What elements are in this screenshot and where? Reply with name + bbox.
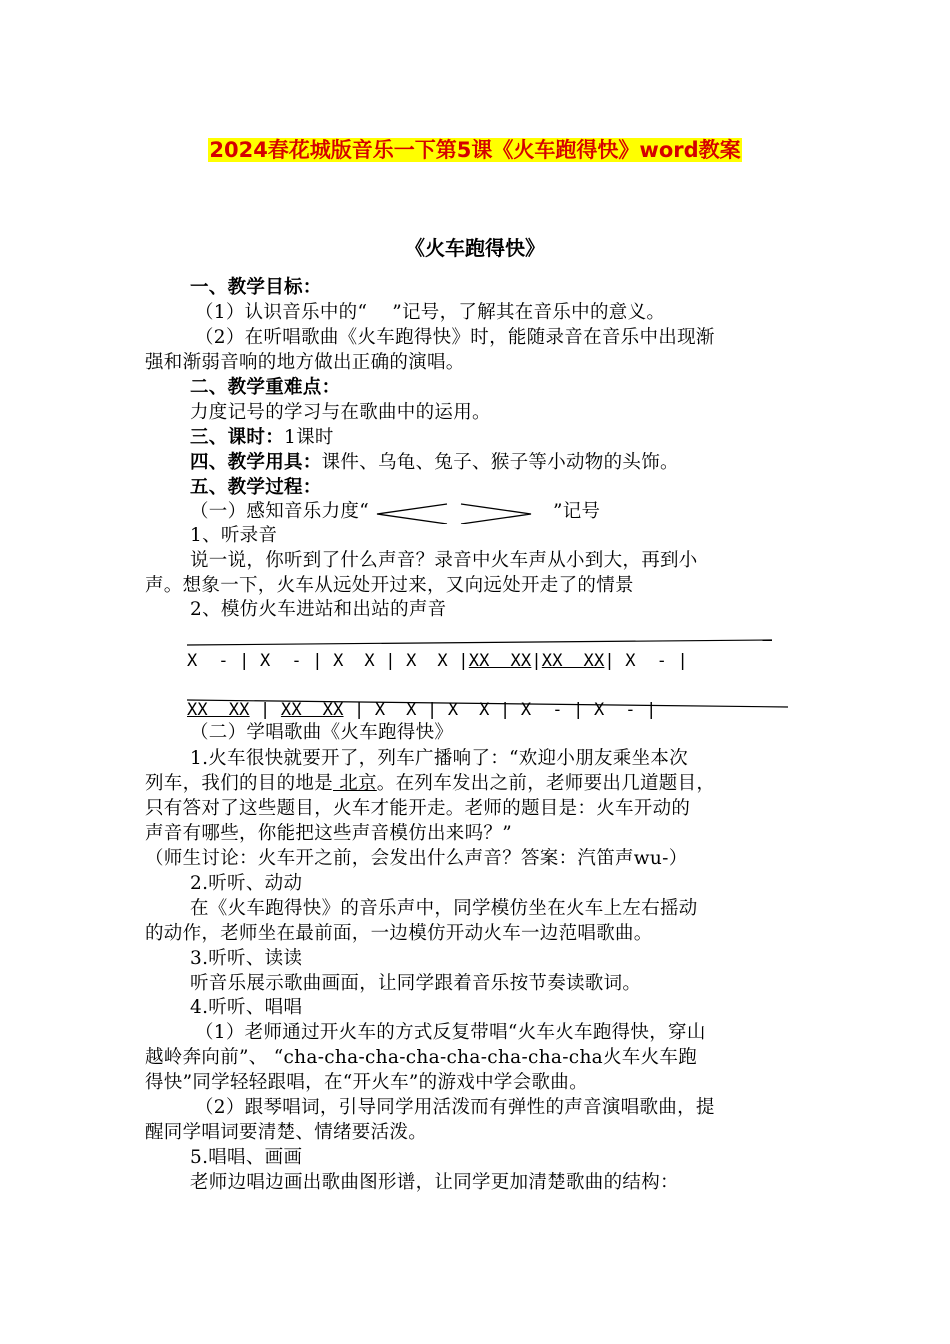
p2-line-2: 的动作，老师坐在最前面，一边模仿开动火车一边范唱歌曲。 — [145, 923, 653, 944]
p2-line-1: 在《火车跑得快》的音乐声中，同学模仿坐在火车上左右摇动 — [190, 898, 698, 919]
hours-heading: 三、课时： — [190, 427, 285, 448]
p4-heading: 4.听听、唱唱 — [190, 997, 303, 1018]
p4-line-3: 得快”同学轻轻跟唱，在“开火车”的游戏中学会歌曲。 — [145, 1072, 588, 1093]
goal-2-line-2: 强和渐弱音响的地方做出正确的演唱。 — [145, 352, 465, 373]
goal-2-line-1: （2）在听唱歌曲《火车跑得快》时，能随录音在音乐中出现渐 — [195, 327, 715, 348]
p4-line-1: （1）老师通过开火车的方式反复带唱“火车火车跑得快，穿山 — [195, 1022, 706, 1043]
difficulty-text: 力度记号的学习与在歌曲中的运用。 — [190, 402, 491, 423]
destination: 北京 — [333, 773, 377, 794]
tools-heading: 四、教学用具： — [190, 452, 322, 473]
document-title: 2024春花城版音乐一下第5课《火车跑得快》word教案 — [209, 138, 741, 162]
p1-line-2: 列车，我们的目的地是 北京。在列车发出之前，老师要出几道题目， — [145, 773, 716, 794]
p1-line-5: （师生讨论：火车开之前，会发出什么声音？答案：汽笛声wu-） — [145, 848, 688, 869]
goals-heading: 一、教学目标： — [190, 277, 322, 298]
p2-heading: 2.听听、动动 — [190, 873, 303, 894]
tools-text: 课件、乌龟、兔子、猴子等小动物的头饰。 — [321, 452, 679, 473]
part-2-heading: （二）学唱歌曲《火车跑得快》 — [190, 722, 454, 743]
goal-1: （1）认识音乐中的“ ”记号，了解其在音乐中的意义。 — [195, 302, 666, 323]
p1-line-3: 只有答对了这些题目，火车才能开走。老师的题目是：火车开动的 — [145, 798, 691, 819]
part-1-prefix: （一）感知音乐力度“ — [190, 501, 369, 522]
lesson-title: 《火车跑得快》 — [405, 236, 545, 260]
difficulty-heading: 二、教学重难点： — [190, 377, 341, 398]
p1-line-4: 声音有哪些，你能把这些声音模仿出来吗？” — [145, 823, 512, 844]
step-1: 1、听录音 — [190, 525, 278, 546]
p1-line-1: 1.火车很快就要开了，列车广播响了：“欢迎小朋友乘坐本次 — [190, 748, 689, 769]
process-heading: 五、教学过程： — [190, 477, 322, 498]
step-2: 2、模仿火车进站和出站的声音 — [190, 599, 447, 620]
p3-line-1: 听音乐展示歌曲画面，让同学跟着音乐按节奏读歌词。 — [190, 973, 642, 994]
p4-line-5: 醒同学唱词要清楚、情绪要活泼。 — [145, 1122, 428, 1143]
step-1-text-line-2: 声。想象一下，火车从远处开过来，又向远处开走了的情景 — [145, 575, 634, 596]
hours-text: 1课时 — [284, 427, 334, 448]
p4-line-4: （2）跟琴唱词，引导同学用活泼而有弹性的声音演唱歌曲，提 — [195, 1097, 715, 1118]
p4-line-2: 越岭奔向前”、 “cha-cha-cha-cha-cha-cha-cha-cha火车火车跑 — [145, 1047, 697, 1068]
part-1-suffix: ”记号 — [552, 501, 601, 522]
p3-heading: 3.听听、读读 — [190, 948, 303, 969]
rhythm-line-1: X - | X - | X X | X X |XX XX|XX XX| X - | — [187, 651, 688, 671]
p5-line-1: 老师边唱边画出歌曲图形谱，让同学更加清楚歌曲的结构： — [190, 1172, 679, 1193]
rhythm-line-2: XX XX | XX XX | X X | X X | X - | X - | — [187, 700, 657, 720]
p5-heading: 5.唱唱、画画 — [190, 1147, 303, 1168]
step-1-text-line-1: 说一说，你听到了什么声音？录音中火车声从小到大，再到小 — [190, 550, 698, 571]
